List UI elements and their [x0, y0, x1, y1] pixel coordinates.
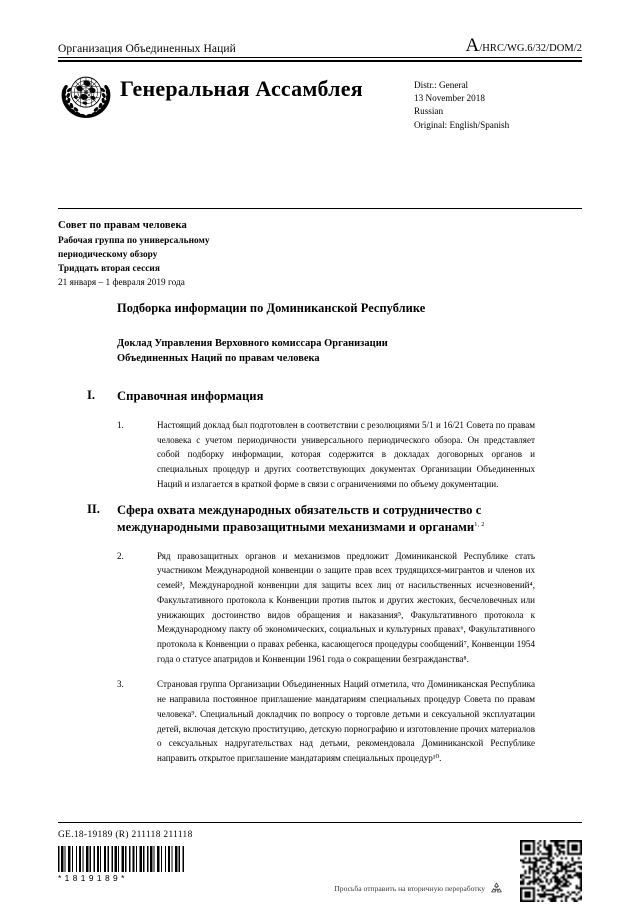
- barcode-number: *1819189*: [58, 873, 128, 883]
- session-number: Тридцать вторая сессия: [58, 263, 160, 274]
- paragraph-text: Настоящий доклад был подготовлен в соответствии с резолюциями 5/1 и 16/21 Совета по правам человека с учетом периодичности универсального периодического обзора. Он представляет собой подборку информации, которая содержится в докладах договорных органов и специальных процедур и других соответствующих документах Организации Объединенных Наций и излагается в краткой форме в связи с ограничениями по объему документации.: [157, 419, 535, 489]
- document-subtitle-line-2: Объединенных Наций по правам человека: [117, 353, 320, 365]
- masthead: [58, 36, 582, 137]
- paragraph-number: 3.: [117, 679, 124, 690]
- document-content: [87, 300, 535, 777]
- general-assembly-title: Генеральная Ассамблея: [120, 75, 363, 101]
- paragraph-text: Страновая группа Организации Объединенных Наций отметила, что Доминиканская Республика не направила постоянное приглашение мандатариям специальных процедур Совета по правам человека⁹. Специальный докладчик по вопросу о торговле детьми и сексуальной эксплуатации детей, включая детскую проституцию, детскую порнографию и изготовление прочих материалов о сексуальных надругательствах над детьми, рекомендовала Доминиканской Республике направить открытое приглашение мандатариям специальных процедур¹⁰.: [157, 679, 535, 764]
- section-background-information: [87, 388, 535, 491]
- paragraph: [117, 418, 535, 492]
- recycle-note: [334, 881, 504, 896]
- section-title: Сфера охвата международных обязательств и сотрудничество с международными правозащитными механизмами и органами$^{1, 2}$: [117, 503, 485, 535]
- paragraph-number: 1.: [117, 419, 124, 430]
- session-block: [58, 218, 388, 291]
- paragraph-text: Ряд правозащитных органов и механизмов предложит Доминиканской Республике стать участником Международной конвенции о защите прав всех трудящихся-мигрантов и членов их семей³, Международной конвенции для защиты всех лиц от насильственных исчезновений⁴, Факультативного протокола к Конвенции против пыток и других жестоких, бесчеловечных или унижающих достоинство видов обращения и наказания⁵, Факультативного протокола к Международному пакту об экономических, социальных и культурных правах⁶, Факультативного протокола к Конвенции о правах ребенка, касающегося процедуры сообщений⁷, Конвенции 1954 года о статусе апатридов и Конвенции 1961 года о сокращении безгражданства⁸.: [157, 550, 535, 664]
- section-number: II.: [87, 502, 100, 517]
- paragraph: [117, 677, 535, 765]
- barcode-bars: [58, 846, 184, 872]
- masthead-top-row: [58, 36, 582, 57]
- session-divider-rule: [58, 208, 582, 209]
- page-title: Подборка информации по Доминиканской Республике: [117, 301, 426, 315]
- distribution-type: Distr.: General: [414, 79, 469, 90]
- distribution-block: [414, 69, 582, 132]
- recycle-icon: [489, 881, 504, 896]
- footer-lower-row: [58, 846, 582, 902]
- section-heading: [87, 388, 535, 405]
- document-symbol-initial: A: [465, 35, 480, 56]
- organization-name: Организация Объединенных Наций: [58, 43, 236, 55]
- working-group-line-2: периодическому обзору: [58, 249, 158, 260]
- human-rights-council-label: Совет по правам человека: [58, 220, 187, 231]
- working-group-line-1: Рабочая группа по универсальному: [58, 235, 210, 246]
- recycle-note-text: Просьба отправить на вторичную переработку: [334, 884, 485, 893]
- section-scope-of-international-obligations: [87, 502, 535, 765]
- session-dates: 21 января – 1 февраля 2019 года: [58, 277, 185, 288]
- job-number: GE.18-19189 (R) 211118 211118: [58, 830, 193, 840]
- paragraph-number: 2.: [117, 550, 124, 561]
- section-heading: [87, 502, 535, 535]
- document-symbol: [466, 36, 582, 55]
- document-footer: [58, 830, 582, 902]
- section-title: Справочная информация: [117, 389, 264, 404]
- distribution-language: Russian: [414, 106, 444, 117]
- distribution-date: 13 November 2018: [414, 92, 485, 103]
- masthead-rule-thick: [58, 60, 582, 62]
- masthead-body: [58, 69, 582, 137]
- document-symbol-rest: /HRC/WG.6/32/DOM/2: [479, 43, 582, 54]
- un-emblem-icon: [58, 69, 116, 125]
- distribution-original: Original: English/Spanish: [414, 119, 510, 130]
- footer-divider-rule: [58, 822, 582, 823]
- section-footnote-markers: 1, 2: [474, 520, 485, 528]
- masthead-rule-thin: [58, 57, 582, 58]
- paragraph: [117, 549, 535, 667]
- qr-code-canvas: [520, 840, 582, 902]
- section-number: I.: [87, 388, 96, 403]
- barcode-icon: [58, 846, 186, 883]
- document-subtitle: [117, 336, 535, 366]
- qr-code-icon: [520, 840, 582, 902]
- document-subtitle-line-1: Доклад Управления Верховного комиссара Организации: [117, 338, 388, 350]
